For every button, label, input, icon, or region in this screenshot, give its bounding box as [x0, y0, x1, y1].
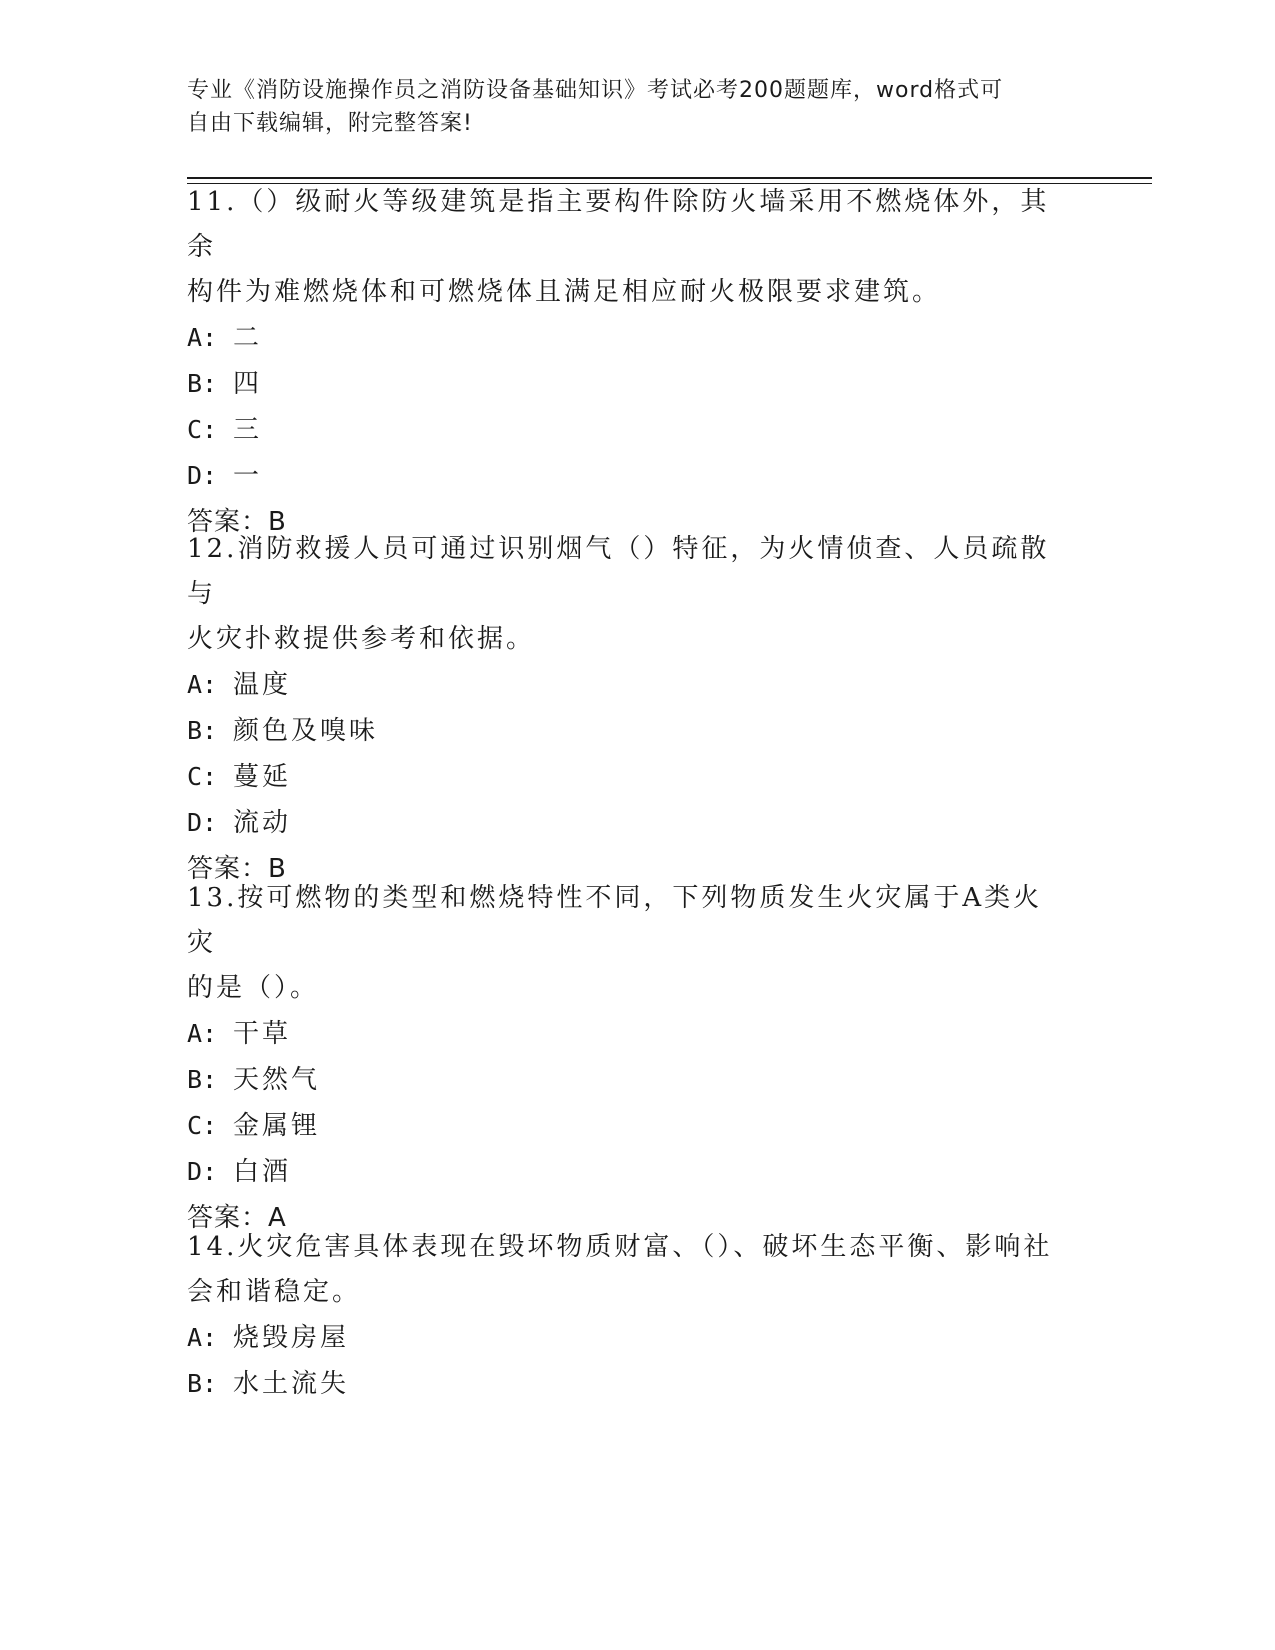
question-stem-line: 构件为难燃烧体和可燃烧体且满足相应耐火极限要求建筑。	[187, 277, 942, 307]
question-13	[187, 876, 1067, 1241]
question-12	[187, 527, 1067, 892]
option-label: B:	[187, 1065, 218, 1094]
option-b	[187, 1057, 1067, 1103]
header-line-2: 自由下载编辑，附完整答案!	[187, 111, 473, 136]
option-text: 天然气	[233, 1065, 321, 1095]
option-a	[187, 1315, 1067, 1361]
option-text: 流动	[233, 808, 292, 838]
option-a	[187, 315, 1067, 361]
question-stem-line: 的是（）。	[187, 973, 320, 1003]
option-text: 水土流失	[233, 1369, 350, 1399]
question-11	[187, 180, 1067, 545]
question-stem-line: 12.消防救援人员可通过识别烟气（）特征，为火情侦查、人员疏散与	[187, 534, 1050, 609]
option-label: B:	[187, 369, 218, 398]
question-stem-line: 11.（）级耐火等级建筑是指主要构件除防火墙采用不燃烧体外，其余	[187, 187, 1050, 262]
option-text: 金属锂	[233, 1111, 321, 1141]
option-label: D:	[187, 461, 218, 490]
answer-text: 答案：A	[187, 1203, 287, 1233]
option-label: A:	[187, 670, 218, 699]
option-text: 四	[233, 369, 263, 399]
option-a	[187, 662, 1067, 708]
option-label: A:	[187, 1323, 218, 1352]
option-c	[187, 754, 1067, 800]
option-b	[187, 361, 1067, 407]
option-text: 二	[233, 323, 263, 353]
option-text: 白酒	[233, 1157, 292, 1187]
option-text: 三	[233, 415, 263, 445]
question-stem-line: 会和谐稳定。	[187, 1277, 362, 1307]
option-label: A:	[187, 1019, 218, 1048]
option-c	[187, 1103, 1067, 1149]
option-label: B:	[187, 716, 218, 745]
option-label: B:	[187, 1369, 218, 1398]
answer-text: 答案：B	[187, 507, 287, 537]
header-line-1: 专业《消防设施操作员之消防设备基础知识》考试必考200题题库，word格式可	[187, 78, 1004, 103]
option-label: C:	[187, 1111, 218, 1140]
option-b	[187, 1361, 1067, 1407]
header-divider-thick	[187, 177, 1152, 179]
option-text: 颜色及嗅味	[233, 716, 379, 746]
option-text: 一	[233, 461, 263, 491]
document-header	[187, 74, 1067, 140]
option-text: 烧毁房屋	[233, 1323, 350, 1353]
question-stem-line: 13.按可燃物的类型和燃烧特性不同，下列物质发生火灾属于A类火灾	[187, 883, 1043, 958]
option-label: D:	[187, 808, 218, 837]
question-stem-line: 火灾扑救提供参考和依据。	[187, 624, 536, 654]
question-14	[187, 1225, 1067, 1407]
answer-text: 答案：B	[187, 854, 287, 884]
option-a	[187, 1011, 1067, 1057]
option-c	[187, 407, 1067, 453]
option-b	[187, 708, 1067, 754]
option-d	[187, 800, 1067, 846]
option-text: 干草	[233, 1019, 292, 1049]
question-stem-line: 14.火灾危害具体表现在毁坏物质财富、（）、破坏生态平衡、影响社	[187, 1232, 1053, 1262]
option-label: C:	[187, 415, 218, 444]
option-label: A:	[187, 323, 218, 352]
option-text: 温度	[233, 670, 292, 700]
option-label: D:	[187, 1157, 218, 1186]
option-d	[187, 1149, 1067, 1195]
option-label: C:	[187, 762, 218, 791]
option-text: 蔓延	[233, 762, 292, 792]
option-d	[187, 453, 1067, 499]
